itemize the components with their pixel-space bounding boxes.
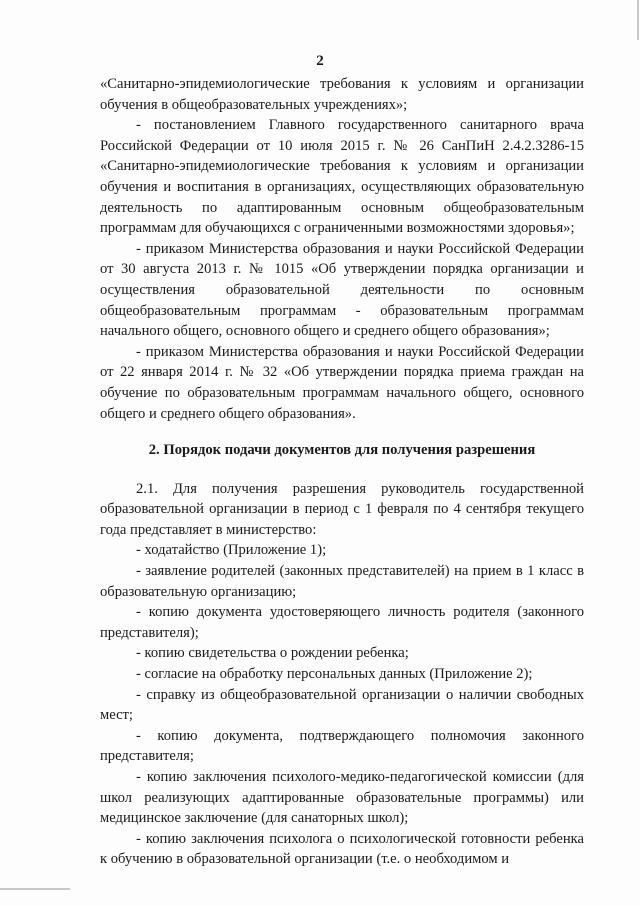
list-item: - ходатайство (Приложение 1); — [136, 542, 327, 559]
list-item: - копию заключения психолога о психологической готовности ребенка к обучению в образовательной организации (т.е. о необходимом и — [100, 830, 584, 868]
list-item: - копию документа, подтверждающего полномочия законного представителя; — [100, 727, 584, 765]
list-item: - согласие на обработку персональных данных (Приложение 2); — [136, 666, 533, 683]
scan-edge-mark-right — [637, 0, 639, 40]
paragraph-2-1: 2.1. Для получения разрешения руководитель государственной образовательной организации в период с 1 февраля по 4 сентября текущего года представляет в министерство: — [100, 480, 584, 538]
page-number: 2 — [316, 53, 324, 69]
section-heading: 2. Порядок подачи документов для получения разрешения — [148, 442, 536, 459]
paragraph-sanpin-2015: - постановлением Главного государственного санитарного врача Российской Федерации от 10 июля 2015 г. № 26 СанПиН 2.4.2.3286-15 «Санитарно-эпидемиологические требования к условиям и организации обучения и воспитания в организациях, осуществляющих образовательную деятельность по адаптированным основным общеобразовательным программам для обучающихся с ограниченными возможностями здоровья»; — [100, 117, 584, 237]
list-item: - справку из общеобразовательной организации о наличии свободных мест; — [100, 686, 584, 724]
list-item: - копию документа удостоверяющего личность родителя (законного представителя); — [100, 604, 584, 641]
paragraph-order-1015: - приказом Министерства образования и науки Российской Федерации от 30 августа 2013 г. № 1015 «Об утверждении порядка организации и осуществления образовательной деятельности по основным общеобразовательным программам - образовательным программам начального общего, основного общего и среднего общего образования»; — [100, 240, 584, 340]
list-item: - копию заключения психолого-медико-педагогической комиссии (для школ реализующих адаптированные образовательные программы) или медицинское заключение (для санаторных школ); — [100, 769, 584, 827]
paragraph-continuation: «Санитарно-эпидемиологические требования к условиям и организации обучения в общеобразовательных учреждениях»; — [100, 76, 584, 113]
scan-edge-mark-bottom — [0, 888, 70, 890]
document-body — [100, 74, 584, 870]
paragraph-order-32: - приказом Министерства образования и науки Российской Федерации от 22 января 2014 г. № 32 «Об утверждении порядка приема граждан на обучение по образовательным программам начального общего, основного общего и среднего общего образования». — [100, 343, 584, 422]
list-item: - заявление родителей (законных представителей) на прием в 1 класс в образовательную организацию; — [100, 563, 584, 600]
list-item: - копию свидетельства о рождении ребенка; — [136, 645, 409, 662]
